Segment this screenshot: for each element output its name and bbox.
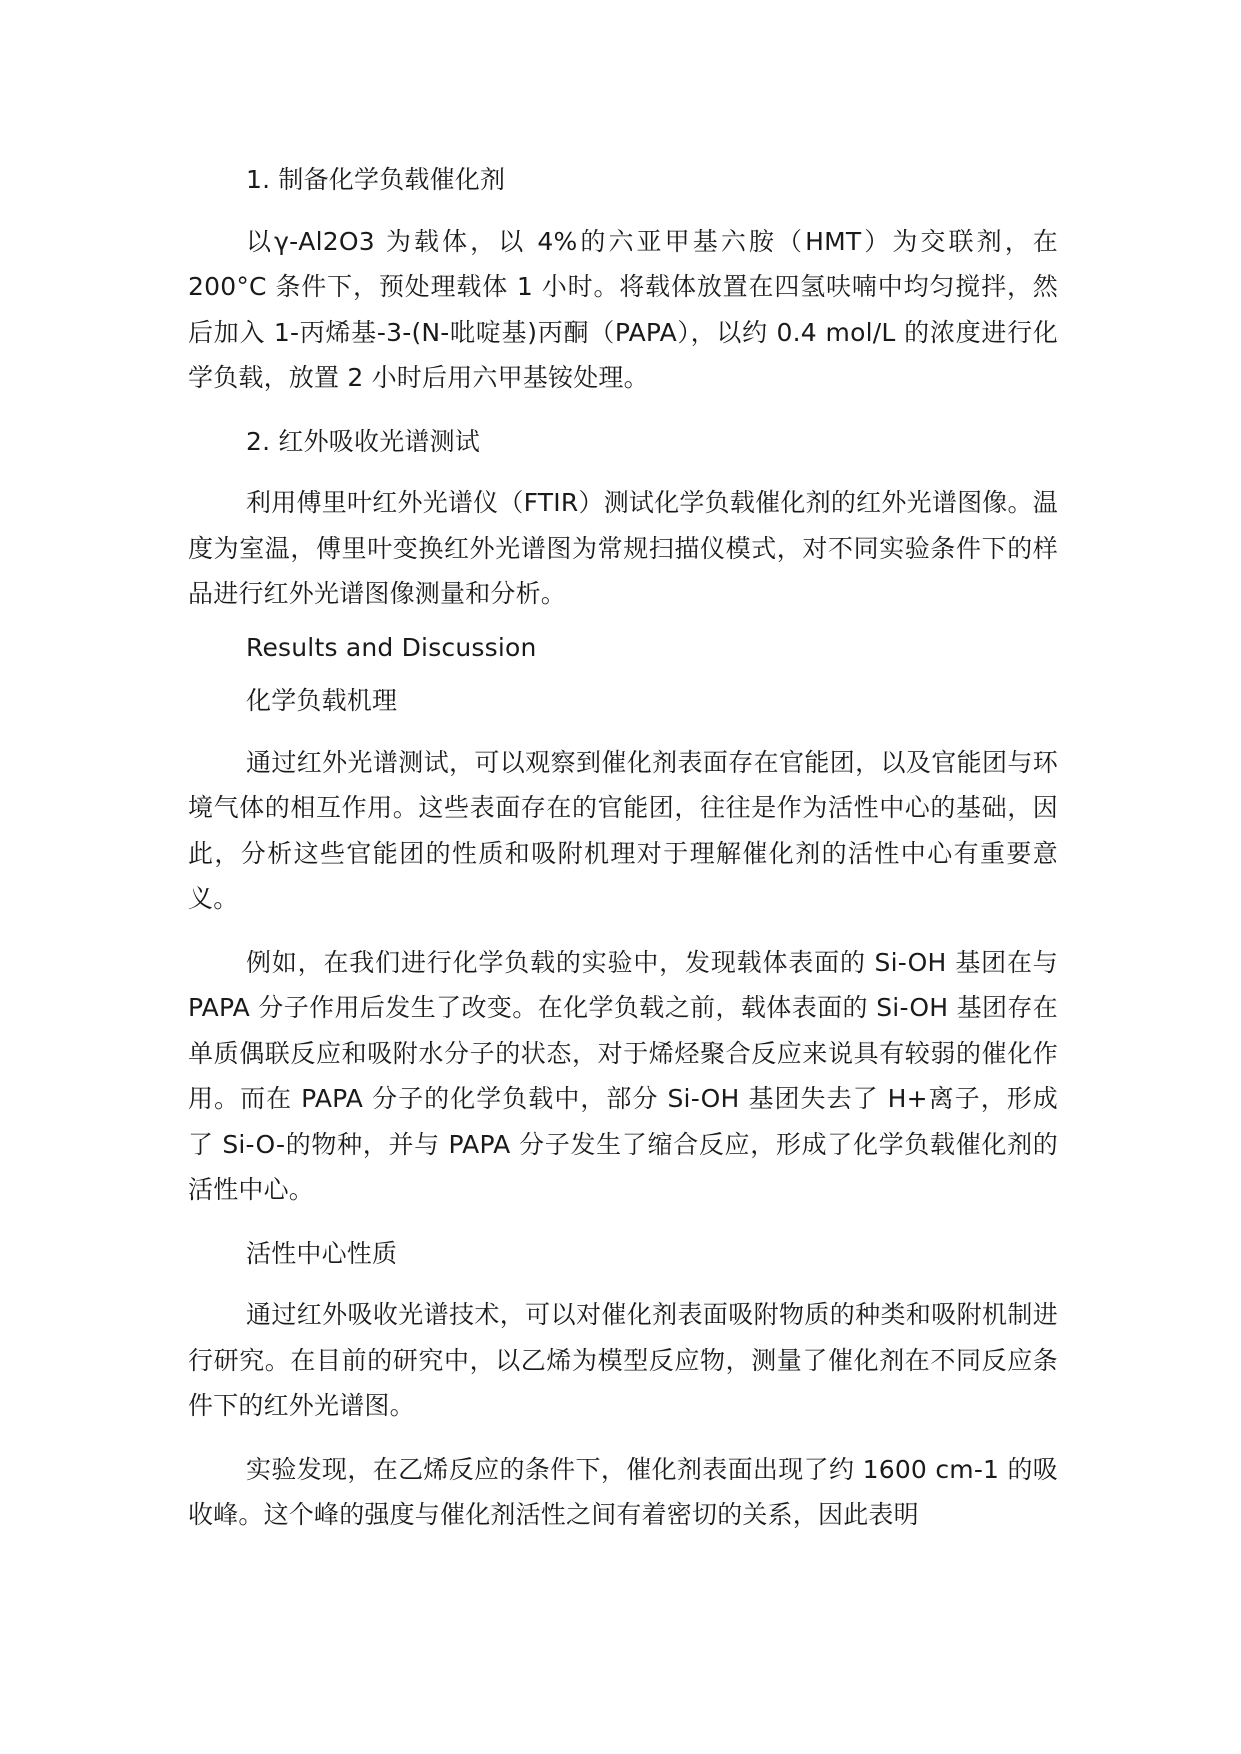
mechanism-paragraph-2: 例如，在我们进行化学负载的实验中，发现载体表面的 Si-OH 基团在与 PAPA 分子作用后发生了改变。在化学负载之前，载体表面的 Si-OH 基团存在单质偶联反应和吸附水分子的状态，对于烯烃聚合反应来说具有较弱的催化作用。而在 PAPA 分子的化学负载中，部分 Si-OH 基团失去了 H+离子，形成了 Si-O-的物种，并与 PAPA 分子发生了缩合反应，形成了化学负载催化剂的活性中心。	[188, 947, 1058, 1204]
active-center-heading: 活性中心性质	[246, 1238, 398, 1268]
section-2-heading: 2. 红外吸收光谱测试	[246, 426, 481, 456]
section-1-paragraph: 以γ-Al2O3 为载体，以 4%的六亚甲基六胺（HMT）为交联剂，在 200°C 条件下，预处理载体 1 小时。将载体放置在四氢呋喃中均匀搅拌，然后加入 1-丙烯基-3-(N-吡啶基)丙酮（PAPA），以约 0.4 mol/L 的浓度进行化学负载，放置 2 小时后用六甲基铵处理。	[188, 226, 1058, 392]
results-heading: Results and Discussion	[246, 632, 537, 662]
mechanism-paragraph-1: 通过红外光谱测试，可以观察到催化剂表面存在官能团，以及官能团与环境气体的相互作用。这些表面存在的官能团，往往是作为活性中心的基础，因此，分析这些官能团的性质和吸附机理对于理解催化剂的活性中心有重要意义。	[188, 747, 1058, 913]
section-2-paragraph: 利用傅里叶红外光谱仪（FTIR）测试化学负载催化剂的红外光谱图像。温度为室温，傅里叶变换红外光谱图为常规扫描仪模式，对不同实验条件下的样品进行红外光谱图像测量和分析。	[188, 488, 1058, 608]
mechanism-heading: 化学负载机理	[246, 686, 398, 715]
active-center-paragraph-1: 通过红外吸收光谱技术，可以对催化剂表面吸附物质的种类和吸附机制进行研究。在目前的研究中，以乙烯为模型反应物，测量了催化剂在不同反应条件下的红外光谱图。	[188, 1300, 1058, 1420]
document-body	[188, 157, 1058, 1538]
active-center-paragraph-2: 实验发现，在乙烯反应的条件下，催化剂表面出现了约 1600 cm-1 的吸收峰。这个峰的强度与催化剂活性之间有着密切的关系，因此表明	[188, 1454, 1058, 1529]
section-1-heading: 1. 制备化学负载催化剂	[246, 165, 506, 194]
